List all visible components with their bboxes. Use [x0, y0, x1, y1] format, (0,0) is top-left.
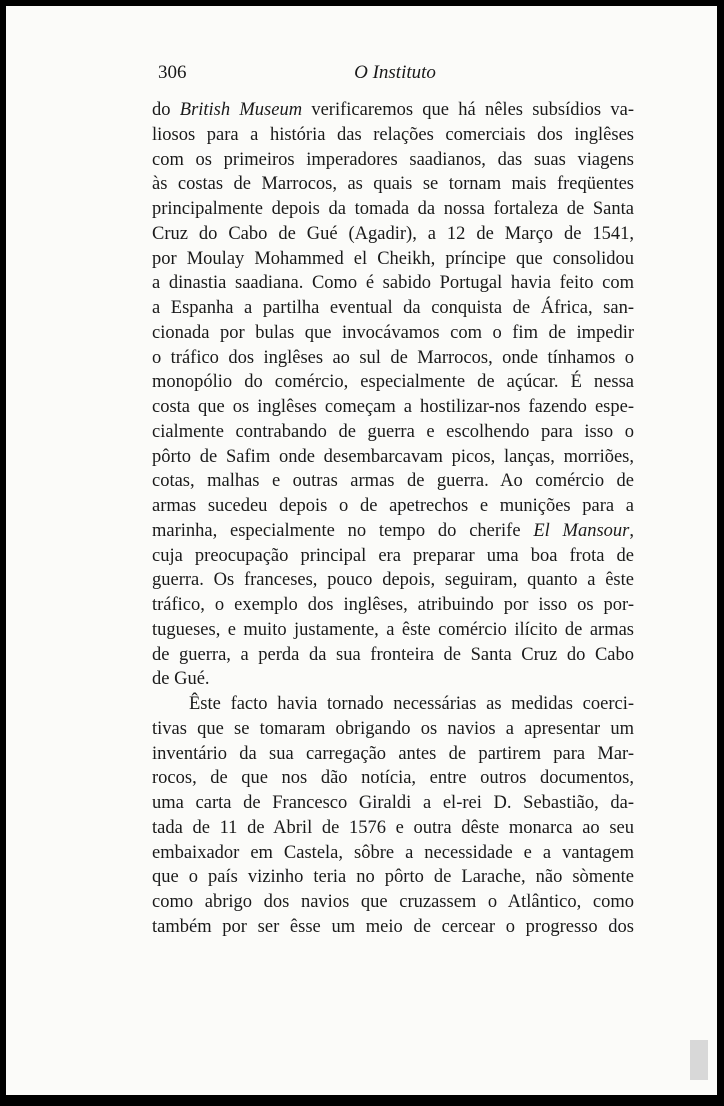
- text-line: tada de 11 de Abril de 1576 e outra dêste monarca ao seu: [152, 817, 634, 838]
- text-line: de guerra, a perda da sua fronteira de Santa Cruz do Cabo: [152, 644, 634, 665]
- text-line: inventário da sua carregação antes de partirem para Mar-: [152, 743, 634, 764]
- text-line: Êste facto havia tornado necessárias as medidas coerci-: [189, 694, 634, 714]
- body-text: [152, 98, 634, 940]
- scan-artifact: [690, 1040, 708, 1080]
- text-line: Cruz do Cabo de Gué (Agadir), a 12 de Março de 1541,: [152, 223, 634, 244]
- text-line: costa que os inglêses começam a hostilizar-nos fazendo espe-: [152, 397, 634, 417]
- text-line: a dinastia saadiana. Como é sabido Portugal havia feito com: [152, 273, 634, 294]
- text-line: tráfico, o exemplo dos inglêses, atribuindo por isso os por-: [152, 595, 634, 615]
- text-line: cotas, malhas e outras armas de guerra. Ao comércio de: [152, 471, 634, 492]
- text-line: cialmente contrabando de guerra e escolhendo para isso o: [152, 421, 634, 442]
- text-line: tugueses, e muito justamente, a êste comércio ilícito de armas: [152, 619, 634, 640]
- text-line: liosos para a história das relações comerciais dos inglêses: [152, 124, 634, 145]
- text-line: pôrto de Safim onde desembarcavam picos, lanças, morriões,: [152, 446, 634, 467]
- book-page: [6, 6, 717, 1095]
- running-title: O Instituto: [354, 62, 436, 83]
- paragraph-1: [152, 98, 634, 692]
- text-line: que o país vizinho teria no pôrto de Larache, não sòmente: [152, 867, 634, 888]
- text-line: armas sucedeu depois o de apetrechos e munições para a: [152, 496, 634, 516]
- text-line: também por ser êsse um meio de cercear o progresso dos: [152, 916, 634, 937]
- text-line: guerra. Os franceses, pouco depois, seguiram, quanto a êste: [152, 570, 634, 591]
- text-line: monopólio do comércio, especialmente de açúcar. É nessa: [152, 372, 634, 393]
- text-line: o tráfico dos inglêses ao sul de Marrocos, onde tínhamos o: [152, 347, 634, 368]
- text-line: uma carta de Francesco Giraldi a el-rei D. Sebastião, da-: [152, 793, 634, 813]
- text-line: de Gué.: [152, 669, 210, 690]
- text-line: por Moulay Mohammed el Cheikh, príncipe que consolidou: [152, 248, 634, 269]
- text-line: rocos, de que nos dão notícia, entre outros documentos,: [152, 768, 634, 789]
- text-line: às costas de Marrocos, as quais se tornam mais freqüentes: [152, 174, 634, 195]
- text-line: a Espanha a partilha eventual da conquista de África, san-: [152, 298, 634, 318]
- text-line: cionada por bulas que invocávamos com o fim de impedir: [152, 322, 634, 343]
- text-line: principalmente depois da tomada da nossa fortaleza de Santa: [152, 199, 634, 219]
- text-line: do British Museum verificaremos que há nêles subsídios va-: [152, 100, 634, 120]
- page-header: [158, 62, 632, 92]
- text-line: embaixador em Castela, sôbre a necessidade e a vantagem: [152, 842, 634, 863]
- paragraph-2: [152, 692, 634, 940]
- page-number: 306: [158, 62, 187, 83]
- text-line: cuja preocupação principal era preparar uma boa frota de: [152, 545, 634, 566]
- text-line: marinha, especialmente no tempo do cherife El Mansour,: [152, 520, 634, 541]
- text-line: como abrigo dos navios que cruzassem o Atlântico, como: [152, 892, 634, 912]
- text-line: tivas que se tomaram obrigando os navios a apresentar um: [152, 718, 634, 739]
- text-line: com os primeiros imperadores saadianos, das suas viagens: [152, 149, 634, 170]
